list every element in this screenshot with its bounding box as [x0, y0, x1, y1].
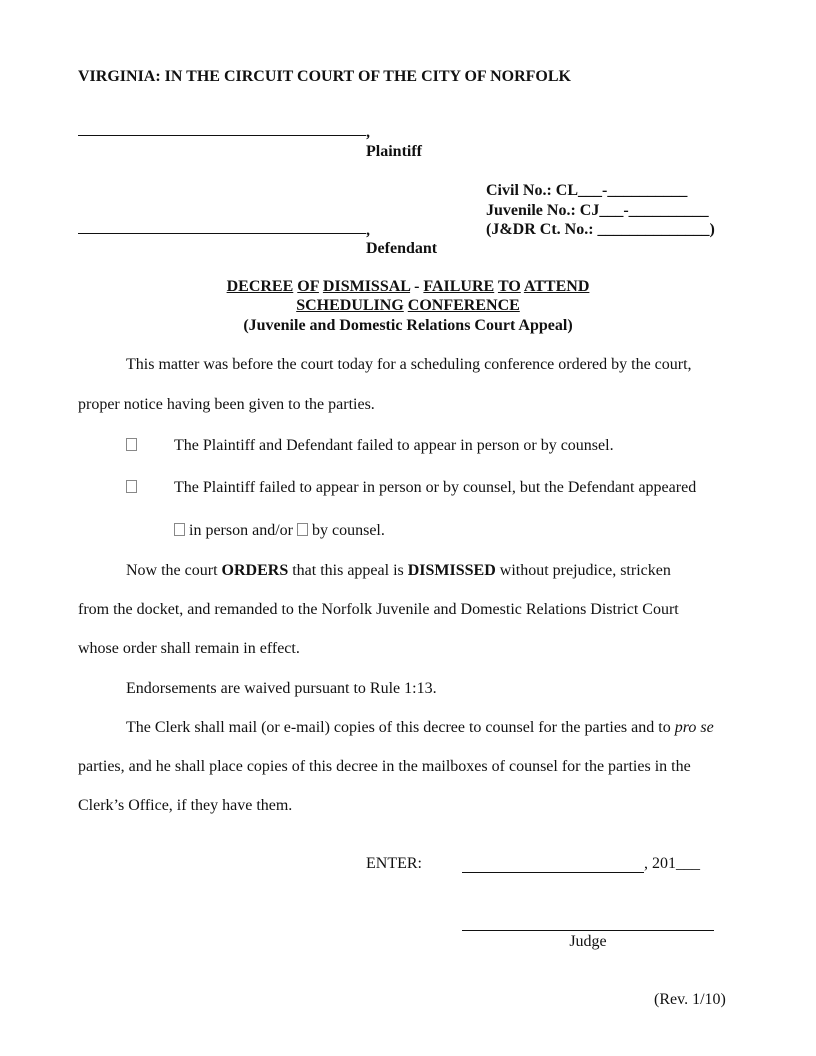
court-header: VIRGINIA: IN THE CIRCUIT COURT OF THE CITY OF NORFOLK [78, 68, 571, 85]
title-word: TO [497, 278, 521, 295]
option-2-checkbox[interactable] [126, 479, 137, 497]
entry-date-line[interactable] [462, 872, 644, 873]
title-word: DECREE [226, 278, 294, 295]
option-2-text: The Plaintiff failed to appear in person or by counsel, but the Defendant appeared [174, 479, 697, 496]
by-counsel-label: by counsel. [311, 522, 385, 539]
paragraph-2-line-1 [126, 562, 671, 580]
orders-emphasis: ORDERS [221, 562, 289, 579]
plaintiff-label: Plaintiff [366, 143, 422, 160]
jdr-court-number[interactable]: (J&DR Ct. No.: ______________) [486, 221, 715, 238]
pro-se-italic: pro se [674, 719, 714, 736]
paragraph-4-line-3: Clerk’s Office, if they have them. [78, 797, 293, 814]
decree-subtitle: (Juvenile and Domestic Relations Court Appeal) [243, 317, 573, 334]
option-1-text: The Plaintiff and Defendant failed to appear in person or by counsel. [174, 437, 614, 454]
title-word: DISMISSAL [322, 278, 411, 295]
text-run: Now the court [126, 562, 218, 579]
paragraph-1-line-1: This matter was before the court today for a scheduling conference ordered by the court, [126, 356, 692, 373]
plaintiff-name-line[interactable] [78, 135, 366, 136]
defendant-name-line[interactable] [78, 233, 366, 234]
paragraph-3: Endorsements are waived pursuant to Rule 1:13. [126, 680, 437, 697]
dismissed-emphasis: DISMISSED [407, 562, 496, 579]
by-counsel-checkbox[interactable] [297, 523, 308, 536]
title-word: ATTEND [523, 278, 590, 295]
in-person-checkbox[interactable] [174, 523, 185, 536]
paragraph-2-line-3: whose order shall remain in effect. [78, 640, 300, 657]
civil-number[interactable]: Civil No.: CL___-__________ [486, 182, 688, 199]
decree-title-line1 [0, 278, 816, 296]
defendant-label: Defendant [366, 240, 438, 257]
judge-label: Judge [569, 933, 607, 950]
title-separator: - [410, 278, 424, 295]
option-2-sub [174, 522, 385, 540]
paragraph-1-line-2: proper notice having been given to the parties. [78, 396, 375, 413]
title-word: CONFERENCE [407, 297, 520, 314]
paragraph-2-line-2: from the docket, and remanded to the Norfolk Juvenile and Domestic Relations District Court [78, 601, 679, 618]
title-word: SCHEDULING [296, 297, 404, 314]
paragraph-4-line-2: parties, and he shall place copies of this decree in the mailboxes of counsel for the parties in the [78, 758, 691, 775]
title-word: FAILURE [423, 278, 495, 295]
checkbox-icon[interactable] [126, 480, 137, 493]
checkbox-icon[interactable] [126, 438, 137, 451]
enter-label: ENTER: [366, 855, 422, 872]
entry-year[interactable]: , 201___ [644, 855, 700, 872]
paragraph-4-line-1 [126, 719, 714, 737]
juvenile-number[interactable]: Juvenile No.: CJ___-__________ [486, 202, 709, 219]
option-1-checkbox[interactable] [126, 437, 137, 455]
text-run: The Clerk shall mail (or e-mail) copies of this decree to counsel for the parties and to [126, 719, 671, 736]
in-person-label: in person and/or [189, 522, 293, 539]
defendant-comma: , [366, 222, 370, 239]
decree-title-line2 [0, 297, 816, 315]
revision-note: (Rev. 1/10) [654, 991, 726, 1008]
plaintiff-comma: , [366, 124, 370, 141]
text-run: that this appeal is [292, 562, 404, 579]
title-word: OF [297, 278, 319, 295]
text-run: without prejudice, stricken [499, 562, 671, 579]
judge-signature-line[interactable] [462, 930, 714, 931]
